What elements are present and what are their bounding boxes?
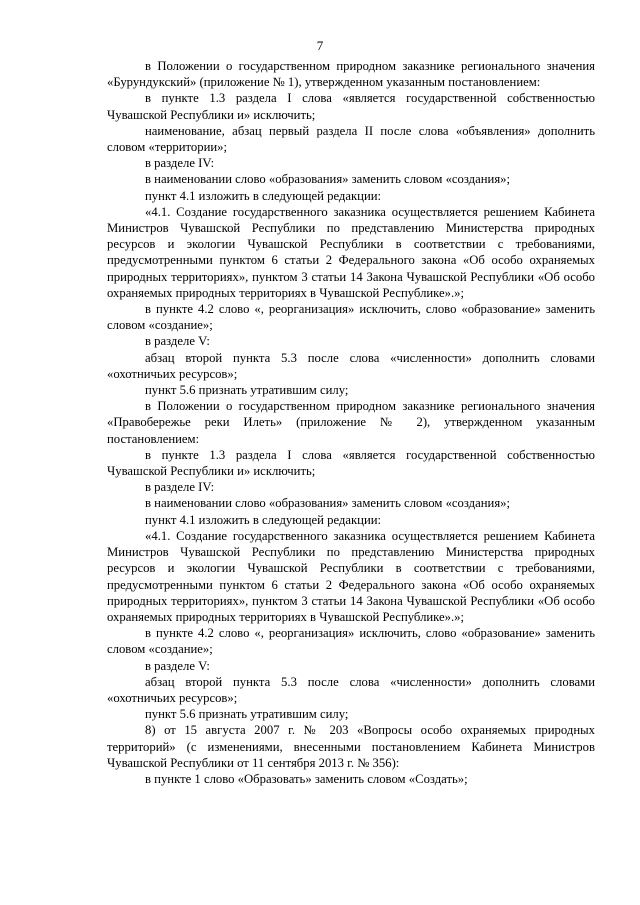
paragraph: в пункте 1 слово «Образовать» заменить словом «Создать»;	[145, 771, 468, 786]
paragraph: в пункте 1.3 раздела I слова «является государственной собственностью Чувашской Республики и» исключить;	[107, 447, 595, 479]
paragraph: в наименовании слово «образования» заменить словом «создания»;	[145, 172, 511, 187]
paragraph: в разделе IV:	[145, 480, 215, 495]
paragraph: в разделе V:	[145, 658, 210, 673]
page-number: 7	[316, 38, 324, 53]
paragraph: в Положении о государственном природном заказнике регионального значения «Правобережье реки Илеть» (приложение № 2), утвержденном указанным постановлением:	[107, 399, 595, 446]
paragraph: абзац второй пункта 5.3 после слова «численности» дополнить словами «охотничьих ресурсов»;	[107, 674, 595, 705]
paragraph: в пункте 4.2 слово «, реорганизация» исключить, слово «образование» заменить словом «создание»;	[107, 302, 595, 333]
paragraph: «4.1. Создание государственного заказника осуществляется решением Кабинета Министров Чувашской Республики по представлению Министерства природных ресурсов и экологии Чувашской Республики в соответствии с требованиями, предусмотренными пунктом 6 статьи 2 Федерального закона «Об особо охраняемых природных территориях», пунктом 3 статьи 14 Закона Чувашской Республики «Об особо охраняемых природных территориях в Чувашской Республике».»;	[107, 528, 595, 624]
paragraph: пункт 4.1 изложить в следующей редакции:	[145, 188, 382, 203]
paragraph: наименование, абзац первый раздела II после слова «объявления» дополнить словом «территории»;	[107, 123, 595, 155]
paragraph: «4.1. Создание государственного заказника осуществляется решением Кабинета Министров Чувашской Республики по представлению Министерства природных ресурсов и экологии Чувашской Республики в соответствии с требованиями, предусмотренными пунктом 6 статьи 2 Федерального закона «Об особо охраняемых природных территориях», пунктом 3 статьи 14 Закона Чувашской Республики «Об особо охраняемых природных территориях в Чувашской Республике».»;	[107, 204, 595, 300]
paragraph: 8) от 15 августа 2007 г. № 203 «Вопросы особо охраняемых природных территорий» (с изменениями, внесенными постановлением Кабинета Министров Чувашской Республики от 11 сентября 2013 г. № 356):	[107, 723, 595, 770]
paragraph: в разделе V:	[145, 334, 210, 349]
paragraph: в пункте 1.3 раздела I слова «является государственной собственностью Чувашской Республики и» исключить;	[107, 91, 595, 122]
paragraph: абзац второй пункта 5.3 после слова «численности» дополнить словами «охотничьих ресурсов»;	[107, 350, 595, 381]
paragraph: в Положении о государственном природном заказнике регионального значения «Бурундукский» (приложение № 1), утвержденном указанным постановлением:	[107, 59, 595, 90]
paragraph: пункт 5.6 признать утратившим силу;	[145, 383, 349, 398]
paragraph: пункт 5.6 признать утратившим силу;	[145, 707, 349, 722]
paragraph: в пункте 4.2 слово «, реорганизация» исключить, слово «образование» заменить словом «создание»;	[107, 626, 595, 657]
paragraph: в разделе IV:	[145, 156, 215, 171]
document-body	[107, 58, 595, 787]
paragraph: пункт 4.1 изложить в следующей редакции:	[145, 512, 382, 527]
paragraph: в наименовании слово «образования» заменить словом «создания»;	[145, 496, 511, 511]
